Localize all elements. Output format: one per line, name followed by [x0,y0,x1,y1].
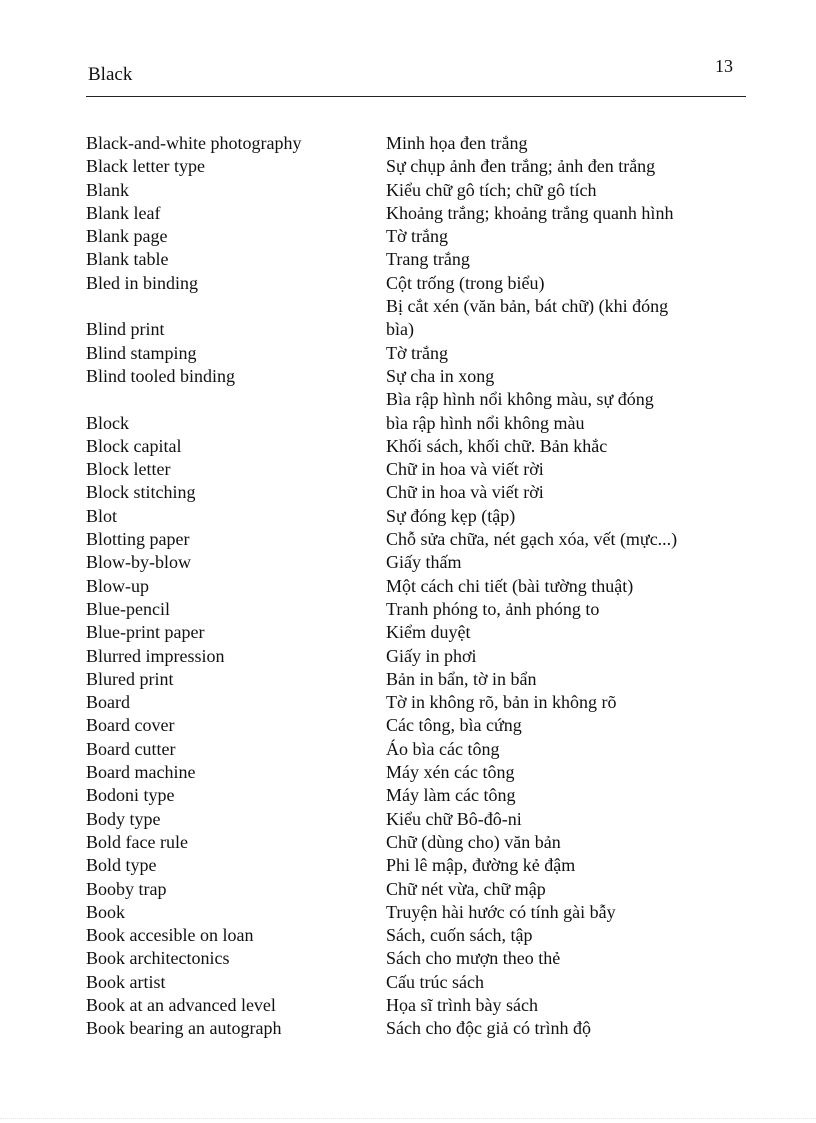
term-entry: Book architectonics [86,948,230,969]
term-entry: Blank leaf [86,202,161,223]
page-bottom-edge [0,1118,816,1119]
term-entry: Book artist [86,971,166,992]
translation-entry: Chữ nét vừa, chữ mập [386,878,546,899]
translation-entry: bìa rập hình nổi không màu [386,412,585,433]
translation-entry: Kiểu chữ gô tích; chữ gô tích [386,179,597,200]
term-entry: Board [86,692,130,713]
translation-entry: Máy xén các tông [386,762,515,783]
term-entry: Blue-print paper [86,622,205,643]
term-entry: Booby trap [86,878,167,899]
term-entry: Bold type [86,855,157,876]
term-entry: Board cutter [86,738,176,759]
term-entry: Blow-by-blow [86,552,191,573]
term-entry: Blank [86,179,129,200]
term-entry: Bold face rule [86,831,188,852]
term-entry: Black letter type [86,156,205,177]
running-header: Black [88,64,133,85]
vietnamese-translations-column [386,132,746,1041]
page-number: 13 [715,56,733,76]
term-entry: Blind print [86,319,165,340]
translation-entry: Sách cho độc giả có trình độ [386,1018,591,1039]
english-terms-column [86,132,376,1041]
term-entry: Blot [86,505,118,526]
term-entry: Blind tooled binding [86,365,236,386]
translation-entry: Các tông, bìa cứng [386,715,522,736]
translation-entry: Tranh phóng to, ảnh phóng to [386,598,600,619]
term-entry: Bled in binding [86,272,198,293]
translation-entry: Kiểu chữ Bô-đô-ni [386,808,522,829]
translation-entry: Chữ (dùng cho) văn bản [386,831,561,852]
translation-entry: Máy làm các tông [386,785,516,806]
term-entry: Board cover [86,715,175,736]
translation-entry: Giấy in phơi [386,645,477,666]
translation-entry: Sự chụp ảnh đen trắng; ảnh đen trắng [386,156,656,177]
term-entry: Book bearing an autograph [86,1018,282,1039]
translation-entry: Sự đóng kẹp (tập) [386,505,516,526]
term-entry: Blotting paper [86,529,190,550]
header-rule [86,96,746,97]
translation-entry: Truyện hài hước có tính gài bẫy [386,901,616,922]
term-entry: Bodoni type [86,785,175,806]
term-entry: Board machine [86,762,196,783]
term-entry: Blured print [86,668,174,689]
translation-entry: Bản in bẩn, tờ in bẩn [386,668,537,689]
translation-entry: Áo bìa các tông [386,738,500,759]
translation-entry: Chỗ sửa chữa, nét gạch xóa, vết (mực...) [386,529,678,550]
translation-entry: Cấu trúc sách [386,971,484,992]
term-entry: Block [86,412,129,433]
term-entry: Blind stamping [86,342,197,363]
term-entry: Block capital [86,435,182,456]
term-entry: Book [86,901,126,922]
term-entry: Blurred impression [86,645,225,666]
translation-entry: Sự cha in xong [386,365,495,386]
translation-entry: Tờ in không rõ, bản in không rõ [386,692,617,713]
translation-entry: Chữ in hoa và viết rời [386,482,544,503]
translation-entry: Giấy thấm [386,552,462,573]
translation-entry: Trang trắng [386,249,470,270]
term-entry [86,388,376,411]
translation-entry: Kiểm duyệt [386,622,471,643]
term-entry: Blank page [86,226,168,247]
translation-entry: Bìa rập hình nổi không màu, sự đóng [386,389,654,410]
term-entry: Body type [86,808,161,829]
translation-entry: bìa) [386,319,414,340]
term-entry: Blow-up [86,575,149,596]
translation-entry: Khối sách, khối chữ. Bản khắc [386,435,608,456]
term-entry: Book at an advanced level [86,994,276,1015]
translation-entry: Bị cắt xén (văn bản, bát chữ) (khi đóng [386,296,669,317]
translation-entry: Họa sĩ trình bày sách [386,994,538,1015]
term-entry: Block stitching [86,482,196,503]
translation-entry: Khoảng trắng; khoảng trắng quanh hình [386,202,674,223]
term-entry: Black-and-white photography [86,133,302,153]
translation-entry: Chữ in hoa và viết rời [386,459,544,480]
translation-entry: Một cách chi tiết (bài tường thuật) [386,575,634,596]
translation-entry: Minh họa đen trắng [386,133,528,153]
translation-entry: Sách, cuốn sách, tập [386,925,533,946]
translation-entry: Tờ trắng [386,342,448,363]
term-entry: Blue-pencil [86,598,170,619]
translation-entry: Phi lê mập, đường kẻ đậm [386,855,576,876]
term-entry: Blank table [86,249,169,270]
term-entry [86,295,376,318]
translation-entry: Tờ trắng [386,226,448,247]
term-entry: Block letter [86,459,171,480]
translation-entry: Cột trống (trong biểu) [386,272,545,293]
translation-entry: Sách cho mượn theo thẻ [386,948,561,969]
term-entry: Book accesible on loan [86,925,254,946]
